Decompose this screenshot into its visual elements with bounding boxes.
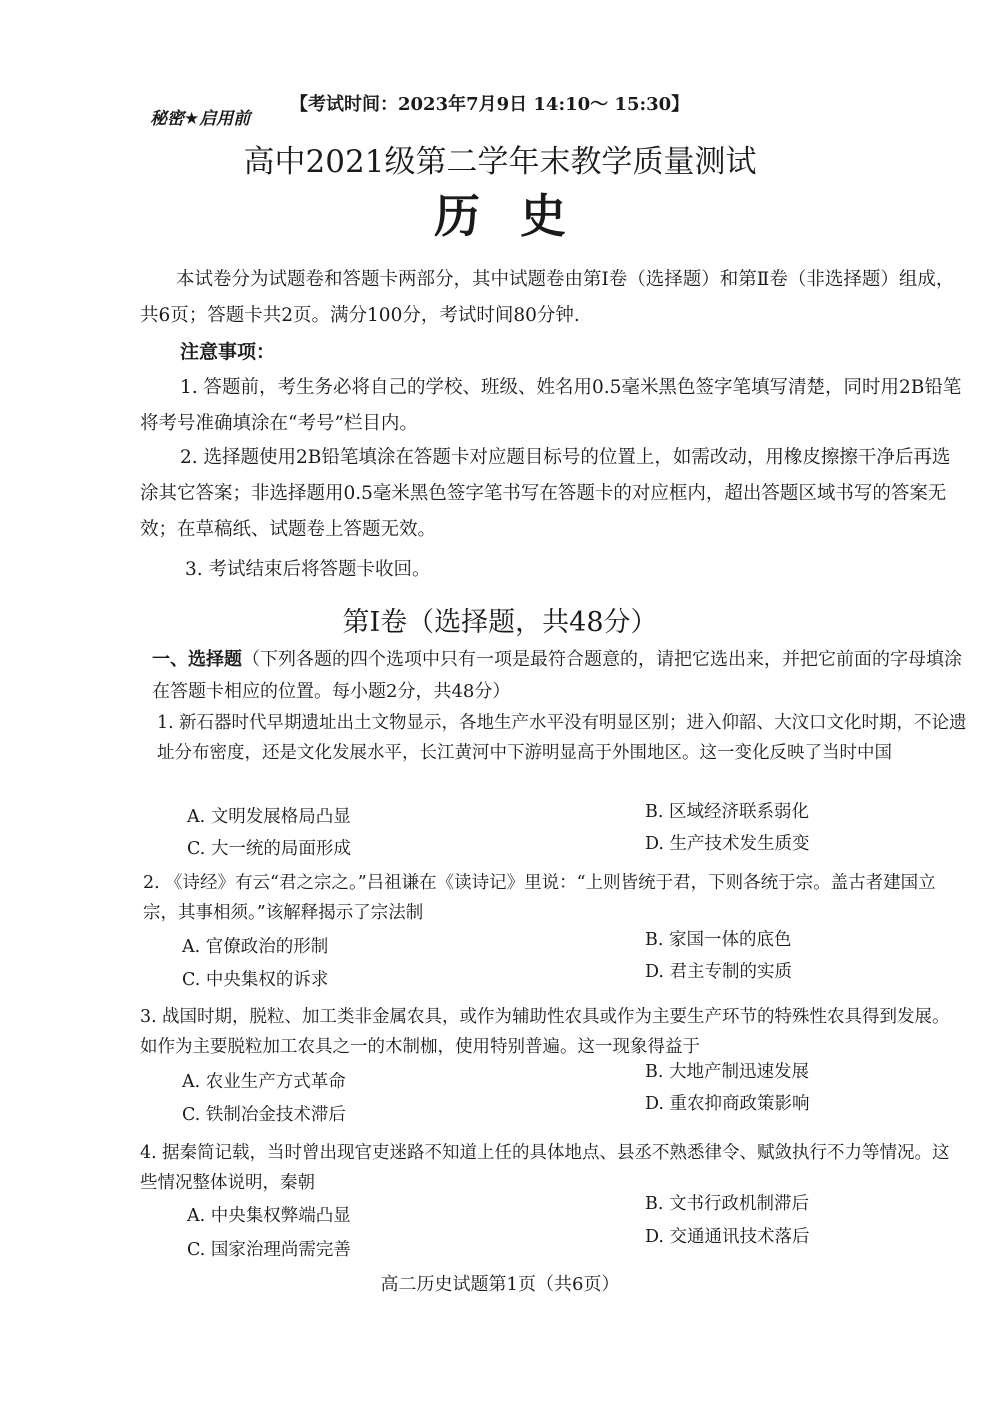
question-2-stem	[143, 868, 958, 928]
q2-option-d: D. 君主专制的实质	[645, 962, 793, 982]
question-1-stem	[157, 708, 972, 768]
exam-title: 高中2021级第二学年末教学质量测试	[243, 144, 757, 180]
q4-option-a: A. 中央集权弊端凸显	[187, 1206, 351, 1226]
part-instructions	[152, 644, 967, 708]
section-title: 第Ⅰ卷（选择题，共48分）	[342, 607, 658, 638]
notes-heading: 注意事项：	[180, 341, 276, 363]
page-footer: 高二历史试题第1页（共6页）	[380, 1274, 620, 1295]
question-number: 1.	[157, 713, 174, 733]
question-text: 《诗经》有云“君之宗之。”吕祖谦在《读诗记》里说：“上则皆统于君，下则各统于宗。盖古者建国立宗，其事相须。”该解释揭示了宗法制	[143, 873, 936, 923]
question-number: 2.	[143, 873, 160, 893]
note-item-3: 3. 考试结束后将答题卡收回。	[185, 559, 431, 580]
q4-option-b: B. 文书行政机制滞后	[645, 1194, 809, 1214]
q3-option-d: D. 重农抑商政策影响	[645, 1094, 810, 1114]
note-item-2: 2. 选择题使用2B铅笔填涂在答题卡对应题目标号的位置上，如需改动，用橡皮擦擦干净后再选涂其它答案；非选择题用0.5毫米黑色签字笔书写在答题卡的对应框内，超出答题区域书写的答案无效；在草稿纸、试题卷上答题无效。	[140, 447, 951, 540]
note-item-1: 1. 答题前，考生务必将自己的学校、班级、姓名用0.5毫米黑色签字笔填写清楚，同时用2B铅笔将考号准确填涂在“考号”栏目内。	[140, 377, 962, 434]
q3-option-c: C. 铁制冶金技术滞后	[182, 1105, 346, 1125]
question-3-stem	[140, 1002, 955, 1062]
exam-time: 【考试时间：2023年7月9日 14:10～ 15:30】	[290, 94, 690, 115]
question-number: 3.	[140, 1007, 157, 1027]
question-text: 据秦简记载，当时曾出现官吏迷路不知道上任的具体地点、县丞不熟悉律令、赋敛执行不力等情况。这些情况整体说明，秦朝	[140, 1143, 950, 1193]
q1-option-d: D. 生产技术发生质变	[645, 834, 810, 854]
q4-option-d: D. 交通通讯技术落后	[645, 1227, 810, 1247]
q2-option-a: A. 官僚政治的形制	[182, 937, 329, 957]
intro-paragraph: 本试卷分为试题卷和答题卡两部分，其中试题卷由第Ⅰ卷（选择题）和第Ⅱ卷（非选择题）组成，共6页；答题卡共2页。满分100分，考试时间80分钟.	[140, 269, 955, 326]
question-text: 战国时期，脱粒、加工类非金属农具，或作为辅助性农具或作为主要生产环节的特殊性农具得到发展。如作为主要脱粒加工农具之一的木制枷，使用特别普遍。这一现象得益于	[140, 1007, 950, 1057]
part-desc: （下列各题的四个选项中只有一项是最符合题意的，请把它选出来，并把它前面的字母填涂在答题卡相应的位置。每小题2分，共48分）	[152, 649, 962, 702]
q1-option-a: A. 文明发展格局凸显	[187, 807, 351, 827]
question-number: 4.	[140, 1143, 157, 1163]
q1-option-b: B. 区域经济联系弱化	[645, 802, 809, 822]
q4-option-c: C. 国家治理尚需完善	[187, 1240, 351, 1260]
q3-option-a: A. 农业生产方式革命	[182, 1072, 346, 1092]
subject-title: 历史	[434, 189, 606, 243]
question-4-stem	[140, 1138, 955, 1198]
q2-option-c: C. 中央集权的诉求	[182, 970, 329, 990]
part-lead: 一、选择题	[152, 649, 242, 670]
secret-label: 秘密★启用前	[150, 109, 251, 129]
question-text: 新石器时代早期遗址出土文物显示，各地生产水平没有明显区别；进入仰韶、大汶口文化时期，不论遗址分布密度，还是文化发展水平，长江黄河中下游明显高于外围地区。这一变化反映了当时中国	[157, 713, 967, 763]
q3-option-b: B. 大地产制迅速发展	[645, 1062, 809, 1082]
q1-option-c: C. 大一统的局面形成	[187, 839, 351, 859]
q2-option-b: B. 家国一体的底色	[645, 930, 792, 950]
